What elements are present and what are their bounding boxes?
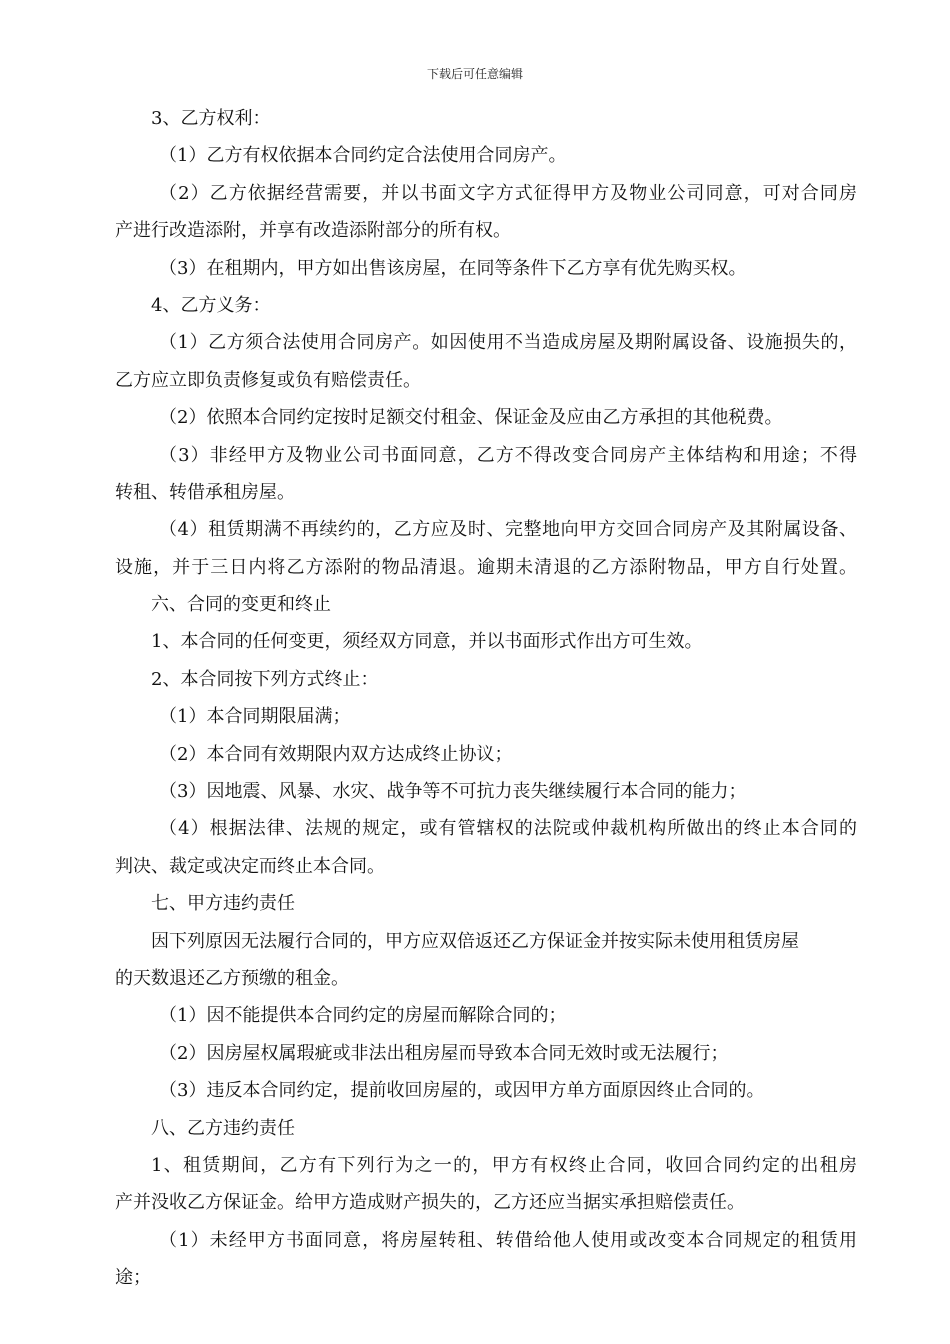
text-line: 1、本合同的任何变更，须经双方同意，并以书面形式作出方可生效。 [151,631,703,653]
document-body [115,100,857,1297]
text-line: 4、乙方义务： [151,294,271,316]
text-line: 六、合同的变更和终止 [151,594,331,616]
text-line: （1）因不能提供本合同约定的房屋而解除合同的； [159,1005,567,1027]
text-line: 八、乙方违约责任 [151,1117,295,1139]
text-line: （3）非经甲方及物业公司书面同意，乙方不得改变合同房产主体结构和用途；不得 [159,444,857,466]
page-header-watermark: 下载后可任意编辑 [426,67,523,81]
text-line: 因下列原因无法履行合同的，甲方应双倍返还乙方保证金并按实际未使用租赁房屋 [151,930,799,952]
text-line: （3）违反本合同约定，提前收回房屋的，或因甲方单方面原因终止合同的。 [159,1080,765,1102]
text-line: 3、乙方权利： [151,108,271,129]
text-line: （1）本合同期限届满； [159,706,351,728]
text-line: 途； [115,1267,151,1289]
text-line: 判决、裁定或决定而终止本合同。 [115,855,385,877]
text-line: 产进行改造添附，并享有改造添附部分的所有权。 [115,220,511,242]
text-line: 2、本合同按下列方式终止： [151,668,379,690]
text-line: （2）乙方依据经营需要，并以书面文字方式征得甲方及物业公司同意，可对合同房 [159,182,857,204]
text-line: （3）在租期内，甲方如出售该房屋，在同等条件下乙方享有优先购买权。 [159,257,747,279]
text-line: 1、租赁期间，乙方有下列行为之一的，甲方有权终止合同，收回合同约定的出租房 [151,1154,857,1176]
text-line: 产并没收乙方保证金。给甲方造成财产损失的，乙方还应当据实承担赔偿责任。 [115,1192,745,1214]
text-line: （4）根据法律、法规的规定，或有管辖权的法院或仲裁机构所做出的终止本合同的 [159,818,857,840]
text-line: （3）因地震、风暴、水灾、战争等不可抗力丧失继续履行本合同的能力； [159,781,747,803]
text-line: 乙方应立即负责修复或负有赔偿责任。 [115,369,421,391]
text-line: （1）乙方有权依据本合同约定合法使用合同房产。 [159,145,567,167]
text-line: （1）未经甲方书面同意，将房屋转租、转借给他人使用或改变本合同规定的租赁用 [159,1229,857,1251]
text-line: （4）租赁期满不再续约的，乙方应及时、完整地向甲方交回合同房产及其附属设备、 [159,519,857,541]
text-line: （2）依照本合同约定按时足额交付租金、保证金及应由乙方承担的其他税费。 [159,407,783,429]
text-line: 设施，并于三日内将乙方添附的物品清退。逾期未清退的乙方添附物品，甲方自行处置。 [115,556,857,578]
text-line: （1）乙方须合法使用合同房产。如因使用不当造成房屋及期附属设备、设施损失的， [159,332,857,354]
text-line: 的天数退还乙方预缴的租金。 [115,967,349,989]
text-line: 转租、转借承租房屋。 [115,481,295,503]
text-line: （2）因房屋权属瑕疵或非法出租房屋而导致本合同无效时或无法履行； [159,1042,729,1064]
text-line: （2）本合同有效期限内双方达成终止协议； [159,743,513,765]
text-line: 七、甲方违约责任 [151,893,295,915]
